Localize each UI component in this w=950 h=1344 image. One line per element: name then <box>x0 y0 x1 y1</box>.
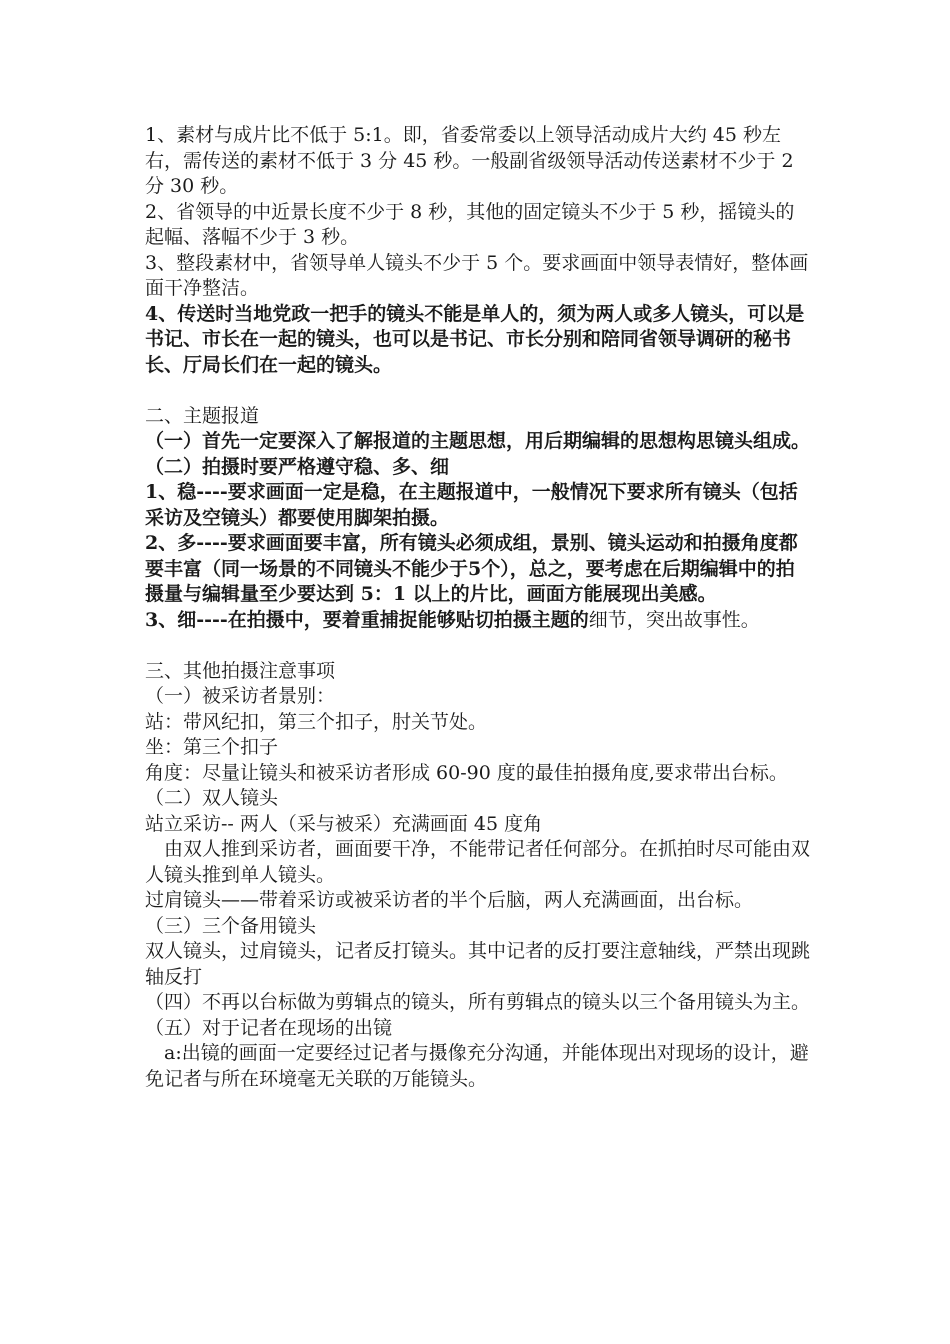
detail-rule <box>145 608 813 634</box>
document-page <box>145 123 813 1092</box>
rule-1: 1、素材与成片比不低于 5:1。即，省委常委以上领导活动成片大约 45 秒左右，需传送的素材不低于 3 分 45 秒。一般副省级领导活动传送素材不少于 2 分 30 秒。 <box>145 124 794 197</box>
rule-2: 2、省领导的中近景长度不少于 8 秒，其他的固定镜头不少于 5 秒，摇镜头的起幅、落幅不少于 3 秒。 <box>145 200 795 248</box>
section-2-heading: 二、主题报道 <box>145 404 260 427</box>
note-line: 角度：尽量让镜头和被采访者形成 60-90 度的最佳拍摄角度,要求带出台标。 <box>145 761 788 784</box>
note-line: 过肩镜头——带着采访或被采访者的半个后脑，两人充满画面，出台标。 <box>145 889 754 911</box>
note-line: （五）对于记者在现场的出镜 <box>145 1016 393 1039</box>
note-line: 站：带风纪扣，第三个扣子，肘关节处。 <box>145 710 488 733</box>
spacer <box>145 378 813 404</box>
theme-point-1: （一）首先一定要深入了解报道的主题思想，用后期编辑的思想构思镜头组成。 <box>145 430 811 452</box>
note-line: （二）双人镜头 <box>145 787 279 809</box>
more-rule: 2、多----要求画面要丰富，所有镜头必须成组，景别、镜头运动和拍摄角度都要丰富（同一场景的不同镜头不能少于5个），总之，要考虑在后期编辑中的拍摄量与编辑量至少要达到 5：1 以上的片比，画面方能展现出美感。 <box>145 532 798 605</box>
rule-4: 4、传送时当地党政一把手的镜头不能是单人的，须为两人或多人镜头，可以是书记、市长在一起的镜头，也可以是书记、市长分别和陪同省领导调研的秘书长、厅局长们在一起的镜头。 <box>145 302 805 376</box>
detail-rule-rest: 细节，突出故事性。 <box>588 608 760 631</box>
rule-3: 3、整段素材中，省领导单人镜头不少于 5 个。要求画面中领导表情好，整体画面干净整洁。 <box>145 251 809 299</box>
note-line: （一）被采访者景别： <box>145 685 336 707</box>
note-line: 站立采访-- 两人（采与被采）充满画面 45 度角 <box>145 812 543 835</box>
spacer <box>145 633 813 659</box>
note-line: （三）三个备用镜头 <box>145 914 317 937</box>
theme-point-2: （二）拍摄时要严格遵守稳、多、细 <box>145 455 450 478</box>
note-line: 由双人推到采访者，画面要干净，不能带记者任何部分。在抓拍时尽可能由双人镜头推到单人镜头。 <box>145 838 811 886</box>
note-line: （四）不再以台标做为剪辑点的镜头，所有剪辑点的镜头以三个备用镜头为主。 <box>145 991 811 1013</box>
stable-rule: 1、稳----要求画面一定是稳，在主题报道中，一般情况下要求所有镜头（包括采访及空镜头）都要使用脚架拍摄。 <box>145 481 798 529</box>
note-line: 坐：第三个扣子 <box>145 736 279 758</box>
note-line: 双人镜头，过肩镜头，记者反打镜头。其中记者的反打要注意轴线，严禁出现跳轴反打 <box>145 940 811 988</box>
detail-rule-bold: 3、细----在拍摄中，要着重捕捉能够贴切拍摄主题的 <box>145 608 589 631</box>
note-line: a:出镜的画面一定要经过记者与摄像充分沟通，并能体现出对现场的设计，避免记者与所在环境毫无关联的万能镜头。 <box>145 1042 809 1090</box>
section-3-heading: 三、其他拍摄注意事项 <box>145 659 336 682</box>
